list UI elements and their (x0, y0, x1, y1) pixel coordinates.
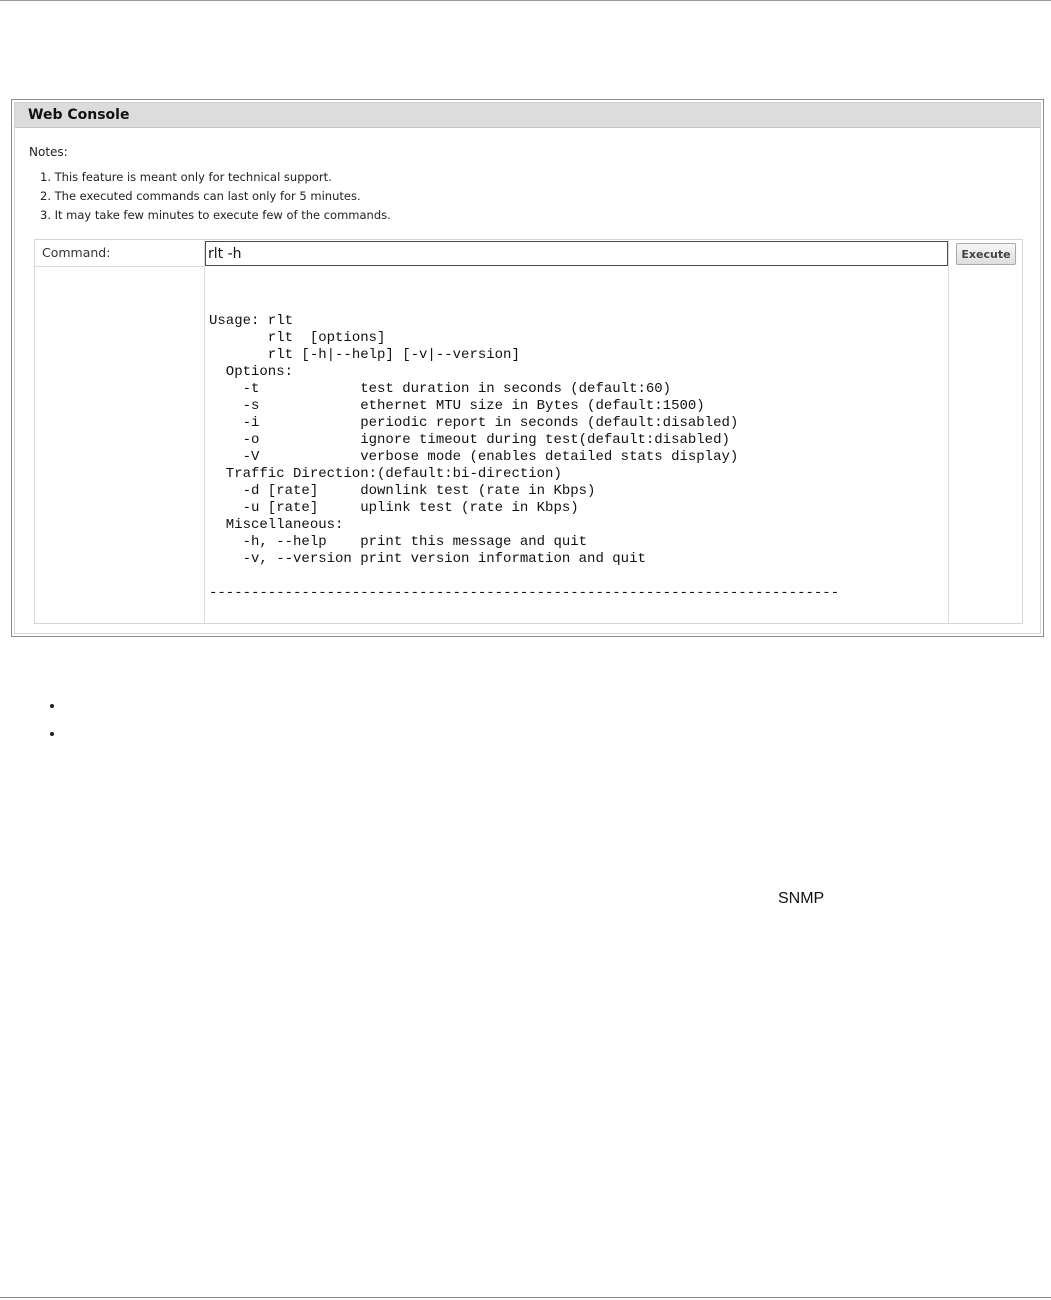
command-label: Command: (42, 245, 111, 260)
bullet-dot-icon (50, 732, 54, 736)
web-console-panel (11, 99, 1044, 637)
row-divider (35, 266, 204, 267)
command-table (34, 239, 1023, 624)
panel-title: Web Console (28, 107, 130, 123)
column-divider (948, 240, 949, 623)
snmp-label: SNMP (778, 890, 825, 907)
bullet-dot-icon (50, 704, 54, 708)
panel-header (15, 103, 1040, 128)
bottom-rule (0, 1297, 1051, 1298)
top-rule (0, 0, 1051, 1)
web-console-panel-body (14, 102, 1041, 634)
execute-button[interactable]: Execute (956, 243, 1016, 265)
notes-heading: Notes: (29, 145, 68, 159)
note-item: 2. The executed commands can last only for 5 minutes. (40, 189, 361, 203)
notes-list (40, 168, 391, 225)
note-item: 3. It may take few minutes to execute few of the commands. (40, 208, 391, 222)
command-input[interactable] (205, 241, 948, 266)
column-divider (204, 240, 205, 623)
note-item: 1. This feature is meant only for technical support. (40, 170, 332, 184)
command-output: Usage: rlt rlt [options] rlt [-h|--help] [-v|--version] Options: -t test duration in seconds (default:60) -s ethernet MTU size in Bytes (default:1500) -i periodic report in seconds (default:disabled) -o ignore timeout during test(default:disabled) -V verbose mode (enables detailed stats display) Traffic Direction:(default:bi-direction) -d [rate] downlink test (rate in Kbps) -u [rate] uplink test (rate in Kbps) Miscellaneous: -h, --help print this message and quit -v, --version print version information and quit --------------------------------------------------------------------------- (209, 313, 840, 601)
